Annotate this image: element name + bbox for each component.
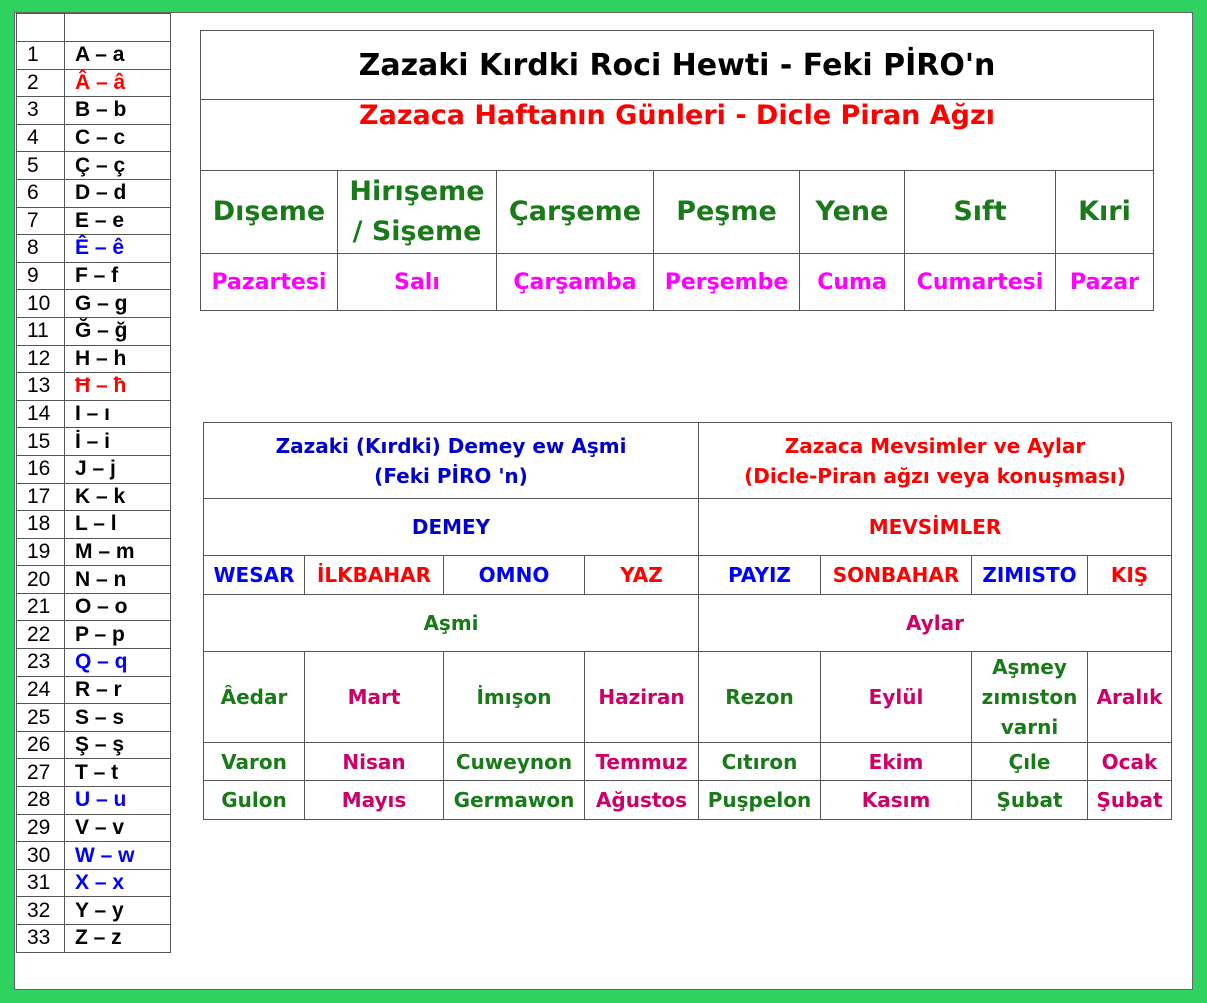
alphabet-letter: H – h xyxy=(65,345,171,373)
alphabet-letter: İ – i xyxy=(65,428,171,456)
alphabet-row xyxy=(17,897,171,925)
week-subtitle: Zazaca Haftanın Günleri - Dicle Piran Ağzı xyxy=(201,100,1154,171)
alphabet-number: 19 xyxy=(17,538,65,566)
alphabet-letter: M – m xyxy=(65,538,171,566)
alphabet-letter: Ê – ê xyxy=(65,235,171,263)
alphabet-letter: W – w xyxy=(65,842,171,870)
alphabet-table xyxy=(16,13,171,953)
alphabet-letter: I – ı xyxy=(65,400,171,428)
alphabet-row xyxy=(17,179,171,207)
alphabet-row xyxy=(17,538,171,566)
alphabet-letter: K – k xyxy=(65,483,171,511)
alphabet-row xyxy=(17,317,171,345)
month-cell: Çıle xyxy=(972,743,1088,781)
alphabet-row xyxy=(17,69,171,97)
alphabet-letter: Z – z xyxy=(65,925,171,953)
demey-header: DEMEY xyxy=(204,499,699,556)
season-cell: SONBAHAR xyxy=(821,556,972,595)
alphabet-number: 9 xyxy=(17,262,65,290)
alphabet-letter: G – g xyxy=(65,290,171,318)
alphabet-row xyxy=(17,373,171,401)
alphabet-letter: V – v xyxy=(65,814,171,842)
day-turkish: Cuma xyxy=(800,254,905,311)
seasons-months-table xyxy=(203,422,1172,820)
alphabet-row xyxy=(17,869,171,897)
day-turkish: Salı xyxy=(338,254,497,311)
alphabet-number: 30 xyxy=(17,842,65,870)
alphabet-number: 1 xyxy=(17,42,65,70)
day-zazaki: Kıri xyxy=(1056,171,1154,254)
day-zazaki: Çarşeme xyxy=(497,171,654,254)
alphabet-letter: N – n xyxy=(65,566,171,594)
month-cell: Varon xyxy=(204,743,305,781)
alphabet-letter: B – b xyxy=(65,97,171,125)
alphabet-letter: T – t xyxy=(65,759,171,787)
day-turkish: Perşembe xyxy=(654,254,800,311)
alphabet-letter: E – e xyxy=(65,207,171,235)
day-turkish: Pazar xyxy=(1056,254,1154,311)
day-zazaki: Dışeme xyxy=(201,171,338,254)
alphabet-row xyxy=(17,400,171,428)
week-days-table xyxy=(200,30,1154,311)
alphabet-number: 7 xyxy=(17,207,65,235)
month-cell: Germawon xyxy=(444,781,585,820)
alphabet-row xyxy=(17,759,171,787)
alphabet-letter: A – a xyxy=(65,42,171,70)
seasons-left-header-line2: (Feki PİRO 'n) xyxy=(374,463,528,488)
seasons-right-header-line2: (Dicle-Piran ağzı veya konuşması) xyxy=(744,463,1126,488)
alphabet-row xyxy=(17,42,171,70)
alphabet-row xyxy=(17,428,171,456)
alphabet-letter: S – s xyxy=(65,704,171,732)
alphabet-row xyxy=(17,925,171,953)
alphabet-header-cell xyxy=(65,14,171,42)
alphabet-row xyxy=(17,345,171,373)
alphabet-letter: D – d xyxy=(65,179,171,207)
alphabet-number: 2 xyxy=(17,69,65,97)
alphabet-row xyxy=(17,455,171,483)
alphabet-number: 12 xyxy=(17,345,65,373)
alphabet-row xyxy=(17,207,171,235)
month-cell: Nisan xyxy=(305,743,444,781)
seasons-right-header xyxy=(699,423,1172,499)
alphabet-number: 26 xyxy=(17,731,65,759)
alphabet-row xyxy=(17,621,171,649)
alphabet-letter: Y – y xyxy=(65,897,171,925)
week-title: Zazaki Kırdki Roci Hewti - Feki PİRO'n xyxy=(201,31,1154,100)
alphabet-row xyxy=(17,262,171,290)
alphabet-header-cell xyxy=(17,14,65,42)
alphabet-number: 13 xyxy=(17,373,65,401)
alphabet-number: 28 xyxy=(17,787,65,815)
alphabet-row xyxy=(17,566,171,594)
month-cell: Ocak xyxy=(1088,743,1172,781)
alphabet-row xyxy=(17,97,171,125)
alphabet-letter: Ħ – ħ xyxy=(65,373,171,401)
alphabet-number: 25 xyxy=(17,704,65,732)
seasons-right-header-line1: Zazaca Mevsimler ve Aylar xyxy=(784,433,1086,458)
alphabet-number: 11 xyxy=(17,317,65,345)
alphabet-number: 18 xyxy=(17,511,65,539)
alphabet-number: 14 xyxy=(17,400,65,428)
day-zazaki: Sıft xyxy=(905,171,1056,254)
month-cell: Cuweynon xyxy=(444,743,585,781)
day-turkish: Pazartesi xyxy=(201,254,338,311)
alphabet-letter: X – x xyxy=(65,869,171,897)
alphabet-row xyxy=(17,731,171,759)
alphabet-letter: U – u xyxy=(65,787,171,815)
month-cell: Cıtıron xyxy=(699,743,821,781)
seasons-left-header xyxy=(204,423,699,499)
month-cell: Mayıs xyxy=(305,781,444,820)
month-cell: Âedar xyxy=(204,652,305,743)
season-cell: OMNO xyxy=(444,556,585,595)
alphabet-row xyxy=(17,787,171,815)
alphabet-letter: J – j xyxy=(65,455,171,483)
month-cell: Aralık xyxy=(1088,652,1172,743)
alphabet-row xyxy=(17,511,171,539)
alphabet-number: 23 xyxy=(17,649,65,677)
alphabet-number: 22 xyxy=(17,621,65,649)
aylar-header: Aylar xyxy=(699,595,1172,652)
month-cell: Mart xyxy=(305,652,444,743)
month-cell: Gulon xyxy=(204,781,305,820)
alphabet-row xyxy=(17,152,171,180)
season-cell: ZIMISTO xyxy=(972,556,1088,595)
alphabet-row xyxy=(17,290,171,318)
alphabet-row xyxy=(17,842,171,870)
alphabet-number: 3 xyxy=(17,97,65,125)
month-cell: Kasım xyxy=(821,781,972,820)
season-cell: YAZ xyxy=(585,556,699,595)
alphabet-number: 6 xyxy=(17,179,65,207)
day-turkish: Cumartesi xyxy=(905,254,1056,311)
alphabet-number: 27 xyxy=(17,759,65,787)
alphabet-number: 5 xyxy=(17,152,65,180)
alphabet-number: 31 xyxy=(17,869,65,897)
seasons-left-header-line1: Zazaki (Kırdki) Demey ew Aşmi xyxy=(275,433,627,458)
month-cell: Haziran xyxy=(585,652,699,743)
alphabet-number: 15 xyxy=(17,428,65,456)
month-cell: Eylül xyxy=(821,652,972,743)
alphabet-row xyxy=(17,649,171,677)
alphabet-number: 8 xyxy=(17,235,65,263)
month-cell: Rezon xyxy=(699,652,821,743)
alphabet-number: 24 xyxy=(17,676,65,704)
alphabet-number: 33 xyxy=(17,925,65,953)
month-cell: Ekim xyxy=(821,743,972,781)
alphabet-letter: L – l xyxy=(65,511,171,539)
alphabet-letter: Ç – ç xyxy=(65,152,171,180)
season-cell: İLKBAHAR xyxy=(305,556,444,595)
alphabet-number: 29 xyxy=(17,814,65,842)
alphabet-row xyxy=(17,593,171,621)
month-cell: İmışon xyxy=(444,652,585,743)
month-cell: Şubat xyxy=(1088,781,1172,820)
alphabet-letter: F – f xyxy=(65,262,171,290)
alphabet-row xyxy=(17,704,171,732)
alphabet-letter: R – r xyxy=(65,676,171,704)
day-zazaki: Peşme xyxy=(654,171,800,254)
asmi-header: Aşmi xyxy=(204,595,699,652)
alphabet-letter: Â – â xyxy=(65,69,171,97)
alphabet-row xyxy=(17,814,171,842)
day-turkish: Çarşamba xyxy=(497,254,654,311)
season-cell: KIŞ xyxy=(1088,556,1172,595)
alphabet-row xyxy=(17,235,171,263)
mevsimler-header: MEVSİMLER xyxy=(699,499,1172,556)
alphabet-number: 21 xyxy=(17,593,65,621)
alphabet-number: 20 xyxy=(17,566,65,594)
alphabet-number: 32 xyxy=(17,897,65,925)
alphabet-number: 4 xyxy=(17,124,65,152)
alphabet-number: 16 xyxy=(17,455,65,483)
month-cell: Puşpelon xyxy=(699,781,821,820)
season-cell: WESAR xyxy=(204,556,305,595)
alphabet-row xyxy=(17,124,171,152)
alphabet-letter: C – c xyxy=(65,124,171,152)
alphabet-letter: O – o xyxy=(65,593,171,621)
alphabet-number: 10 xyxy=(17,290,65,318)
alphabet-row xyxy=(17,676,171,704)
month-cell: Şubat xyxy=(972,781,1088,820)
alphabet-row xyxy=(17,483,171,511)
season-cell: PAYIZ xyxy=(699,556,821,595)
alphabet-letter: Ş – ş xyxy=(65,731,171,759)
alphabet-letter: Ğ – ğ xyxy=(65,317,171,345)
day-zazaki: Hirışeme / Sişeme xyxy=(338,171,497,254)
month-cell: Temmuz xyxy=(585,743,699,781)
alphabet-letter: P – p xyxy=(65,621,171,649)
month-cell: Ağustos xyxy=(585,781,699,820)
month-cell: Aşmey zımıston varni xyxy=(972,652,1088,743)
alphabet-number: 17 xyxy=(17,483,65,511)
day-zazaki: Yene xyxy=(800,171,905,254)
alphabet-letter: Q – q xyxy=(65,649,171,677)
